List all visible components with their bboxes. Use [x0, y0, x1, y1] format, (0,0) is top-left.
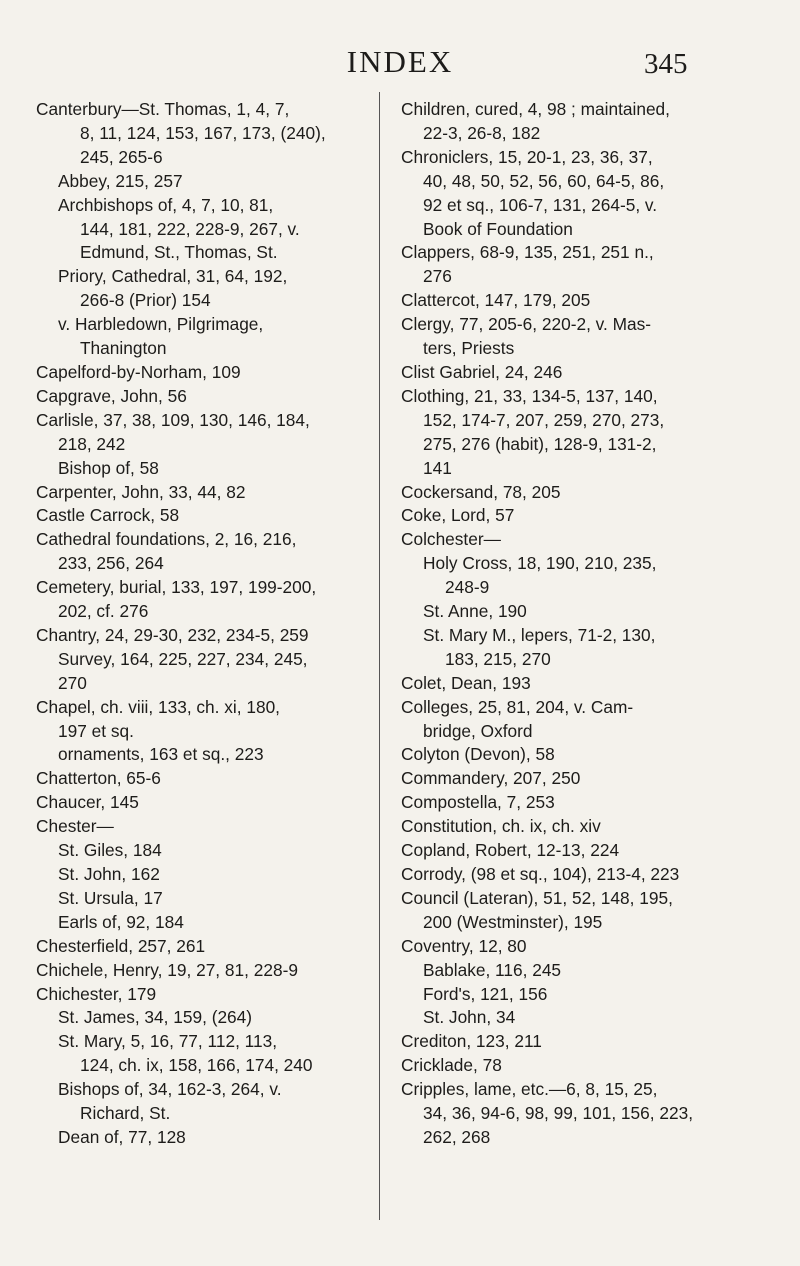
index-line: Bishops of, 34, 162-3, 264, v.: [58, 1079, 282, 1100]
index-line: St. James, 34, 159, (264): [58, 1007, 253, 1028]
index-line: Archbishops of, 4, 7, 10, 81,: [58, 194, 274, 215]
index-line: bridge, Oxford: [423, 720, 533, 741]
index-line: Canterbury—St. Thomas, 1, 4, 7,: [36, 99, 290, 119]
index-line: Colet, Dean, 193: [401, 672, 531, 693]
index-line: Dean of, 77, 128: [58, 1126, 186, 1147]
index-line: St. Anne, 190: [423, 601, 527, 622]
index-line: Cricklade, 78: [401, 1055, 502, 1076]
index-line: 275, 276 (habit), 128-9, 131-2,: [423, 433, 657, 454]
index-line: St. Mary, 5, 16, 77, 112, 113,: [58, 1031, 278, 1052]
index-line: 262, 268: [423, 1126, 491, 1147]
index-line: ters, Priests: [423, 338, 515, 359]
index-column-right: [401, 98, 771, 1150]
index-line: Corrody, (98 et sq., 104), 213-4, 223: [401, 864, 680, 884]
index-line: Compostella, 7, 253: [401, 792, 555, 813]
index-line: 152, 174-7, 207, 259, 270, 273,: [423, 409, 665, 430]
index-line: 144, 181, 222, 228-9, 267, v.: [80, 218, 300, 239]
index-line: Chester—: [36, 816, 114, 837]
index-line: Cockersand, 78, 205: [401, 481, 561, 502]
page-title: INDEX: [346, 44, 454, 79]
index-line: Priory, Cathedral, 31, 64, 192,: [58, 266, 288, 287]
index-line: 124, ch. ix, 158, 166, 174, 240: [80, 1055, 313, 1076]
index-line: Ford's, 121, 156: [423, 983, 548, 1004]
index-line: 276: [423, 266, 452, 287]
index-line: Chichester, 179: [36, 983, 157, 1004]
index-line: Edmund, St., Thomas, St.: [80, 242, 278, 263]
index-line: Clappers, 68-9, 135, 251, 251 n.,: [401, 242, 654, 263]
index-line: Book of Foundation: [423, 218, 573, 239]
index-line: Capgrave, John, 56: [36, 385, 187, 406]
index-line: 92 et sq., 106-7, 131, 264-5, v.: [423, 194, 658, 215]
index-line: Chantry, 24, 29-30, 232, 234-5, 259: [36, 624, 309, 645]
index-line: Clothing, 21, 33, 134-5, 137, 140,: [401, 385, 658, 406]
index-line: Abbey, 215, 257: [58, 170, 183, 191]
index-line: Thanington: [80, 338, 167, 359]
index-line: Carlisle, 37, 38, 109, 130, 146, 184,: [36, 409, 310, 430]
index-line: Colleges, 25, 81, 204, v. Cam-: [401, 696, 634, 717]
index-line: Constitution, ch. ix, ch. xiv: [401, 816, 601, 837]
index-line: St. Giles, 184: [58, 840, 162, 861]
index-line: St. Mary M., lepers, 71-2, 130,: [423, 624, 656, 645]
column-divider: [379, 92, 380, 1220]
index-line: ornaments, 163 et sq., 223: [58, 744, 264, 765]
index-line: Bablake, 116, 245: [423, 959, 562, 980]
index-line: 248-9: [445, 577, 490, 598]
index-line: Holy Cross, 18, 190, 210, 235,: [423, 553, 657, 574]
index-line: 141: [423, 457, 452, 478]
index-line: Commandery, 207, 250: [401, 768, 581, 789]
index-column-left: [36, 98, 376, 1150]
index-line: Chapel, ch. viii, 133, ch. xi, 180,: [36, 696, 280, 717]
index-line: v. Harbledown, Pilgrimage,: [58, 314, 264, 335]
index-line: Bishop of, 58: [58, 457, 159, 478]
index-line: 22-3, 26-8, 182: [423, 122, 541, 143]
index-line: 34, 36, 94-6, 98, 99, 101, 156, 223,: [423, 1103, 693, 1124]
index-line: St. Ursula, 17: [58, 887, 163, 908]
index-line: 183, 215, 270: [445, 648, 551, 669]
index-line: 200 (Westminster), 195: [423, 911, 603, 932]
index-line: 233, 256, 264: [58, 553, 164, 574]
index-line: Carpenter, John, 33, 44, 82: [36, 481, 246, 502]
index-line: 40, 48, 50, 52, 56, 60, 64-5, 86,: [423, 170, 665, 191]
index-line: Chaucer, 145: [36, 792, 139, 813]
index-line: Chichele, Henry, 19, 27, 81, 228-9: [36, 959, 298, 980]
index-line: Coke, Lord, 57: [401, 505, 515, 526]
index-line: 218, 242: [58, 433, 126, 454]
index-line: Copland, Robert, 12-13, 224: [401, 840, 620, 861]
index-line: Coventry, 12, 80: [401, 935, 527, 956]
index-line: Capelford-by-Norham, 109: [36, 361, 241, 382]
index-line: 202, cf. 276: [58, 601, 149, 622]
index-line: Clergy, 77, 205-6, 220-2, v. Mas-: [401, 314, 652, 335]
index-line: 270: [58, 672, 87, 693]
index-line: Clist Gabriel, 24, 246: [401, 361, 563, 382]
index-line: Council (Lateran), 51, 52, 148, 195,: [401, 887, 673, 908]
page-number: 345: [644, 48, 688, 80]
index-line: Crediton, 123, 211: [401, 1031, 542, 1052]
index-line: 197 et sq.: [58, 720, 134, 741]
index-line: 8, 11, 124, 153, 167, 173, (240),: [80, 122, 326, 143]
index-line: Colyton (Devon), 58: [401, 744, 555, 765]
index-line: Chroniclers, 15, 20-1, 23, 36, 37,: [401, 146, 653, 167]
index-line: Cemetery, burial, 133, 197, 199-200,: [36, 577, 317, 598]
index-line: Survey, 164, 225, 227, 234, 245,: [58, 648, 308, 669]
index-line: Colchester—: [401, 529, 501, 550]
index-line: Clattercot, 147, 179, 205: [401, 290, 591, 311]
index-line: Chatterton, 65-6: [36, 768, 161, 789]
index-line: Castle Carrock, 58: [36, 505, 180, 526]
index-line: Cathedral foundations, 2, 16, 216,: [36, 529, 297, 550]
index-line: St. John, 34: [423, 1007, 516, 1028]
index-line: 245, 265-6: [80, 146, 163, 167]
index-line: Chesterfield, 257, 261: [36, 935, 206, 956]
index-line: Richard, St.: [80, 1103, 171, 1124]
index-line: 266-8 (Prior) 154: [80, 290, 211, 311]
index-line: St. John, 162: [58, 864, 160, 884]
index-line: Cripples, lame, etc.—6, 8, 15, 25,: [401, 1079, 658, 1100]
index-line: Earls of, 92, 184: [58, 911, 184, 932]
index-line: Children, cured, 4, 98 ; maintained,: [401, 99, 670, 119]
